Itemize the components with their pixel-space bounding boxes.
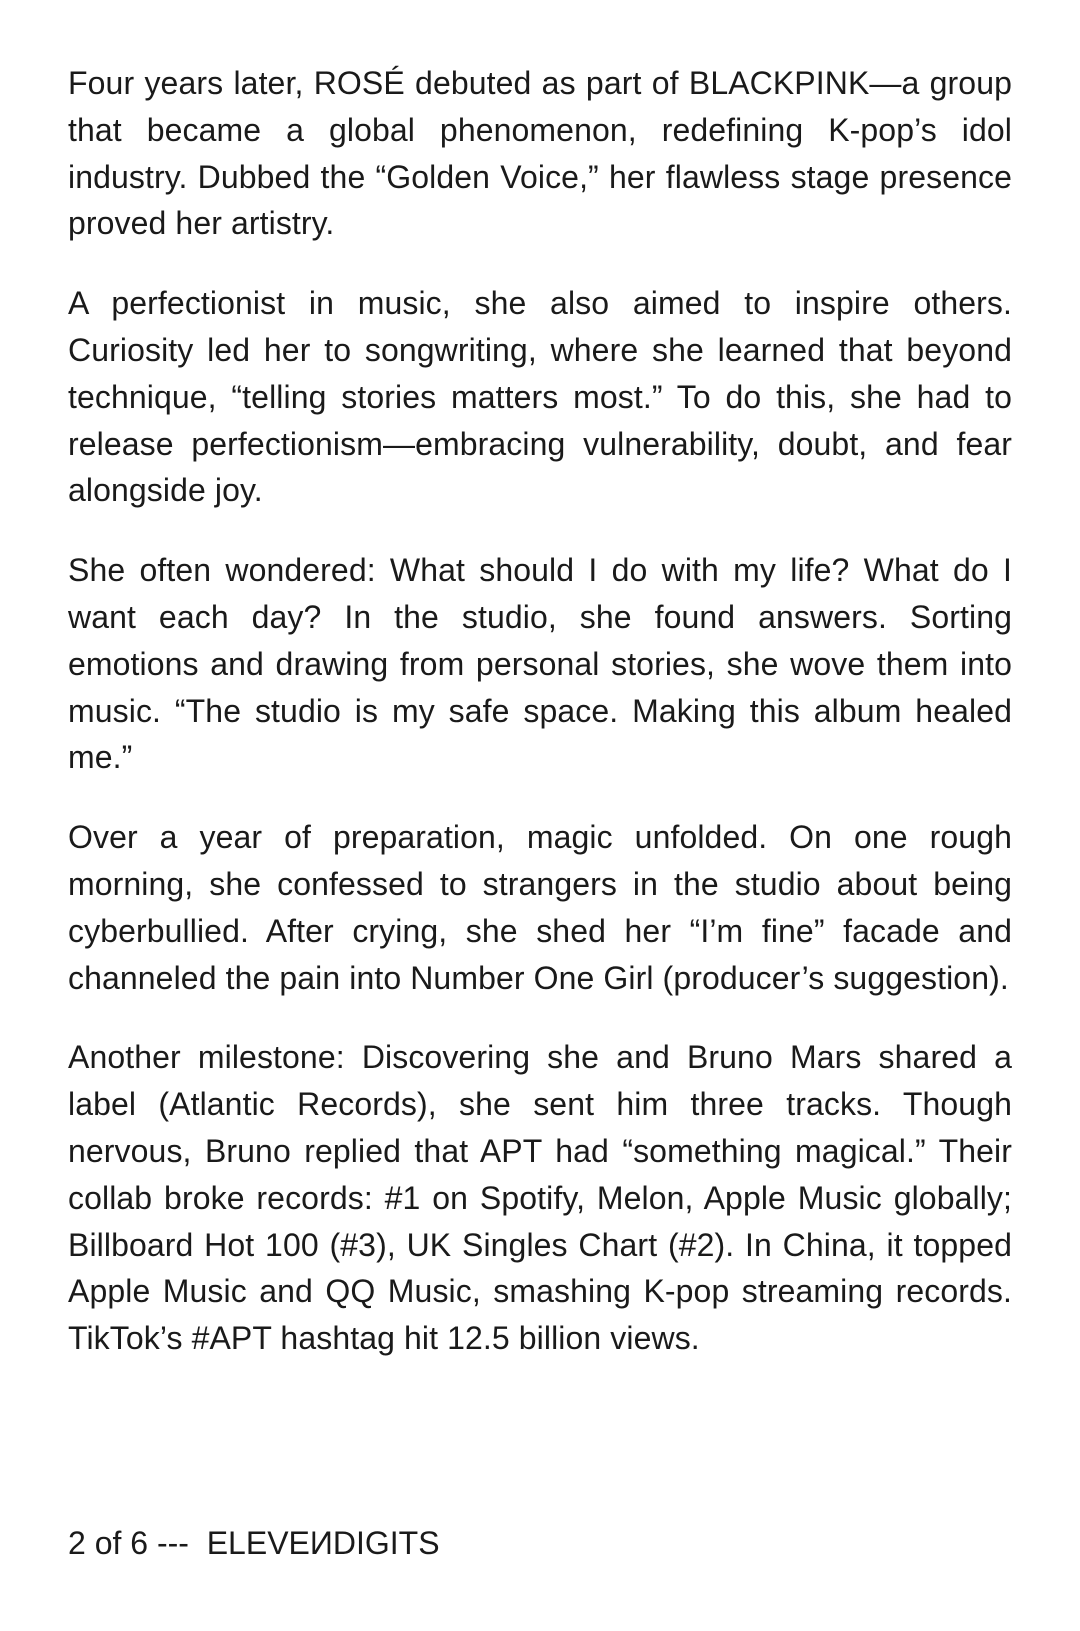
paragraph-milestone: Another milestone: Discovering she and Bruno Mars shared a label (Atlantic Records), she sent him three tracks. Though nervous, Bruno replied that APT had “something magical.” Their collab broke records: #1 on Spotify, Melon, Apple Music globally; Billboard Hot 100 (#3), UK Singles Chart (#2). In China, it topped Apple Music and QQ Music, smashing K-pop streaming records. TikTok’s #APT hashtag hit 12.5 billion views. bbox=[68, 1039, 1012, 1357]
article-body bbox=[68, 60, 1012, 1395]
paragraph-debut: Four years later, ROSÉ debuted as part of BLACKPINK—a group that became a global phenomenon, redefining K-pop’s idol industry. Dubbed the “Golden Voice,” her flawless stage presence proved her artistry. bbox=[68, 65, 1012, 242]
paragraph-songwriting: A perfectionist in music, she also aimed to inspire others. Curiosity led her to songwriting, where she learned that beyond technique, “telling stories matters most.” To do this, she had to release perfectionism—embracing vulnerability, doubt, and fear alongside joy. bbox=[68, 285, 1012, 509]
page-footer: 2 of 6 --- ELEVEИDIGITS bbox=[68, 1525, 440, 1561]
paragraph-preparation: Over a year of preparation, magic unfolded. On one rough morning, she confessed to strangers in the studio about being cyberbullied. After crying, she shed her “I’m fine” facade and channeled the pain into Number One Girl (producer’s suggestion). bbox=[68, 819, 1012, 996]
paragraph-studio: She often wondered: What should I do with my life? What do I want each day? In the studio, she found answers. Sorting emotions and drawing from personal stories, she wove them into music. “The studio is my safe space. Making this album healed me.” bbox=[68, 552, 1012, 776]
